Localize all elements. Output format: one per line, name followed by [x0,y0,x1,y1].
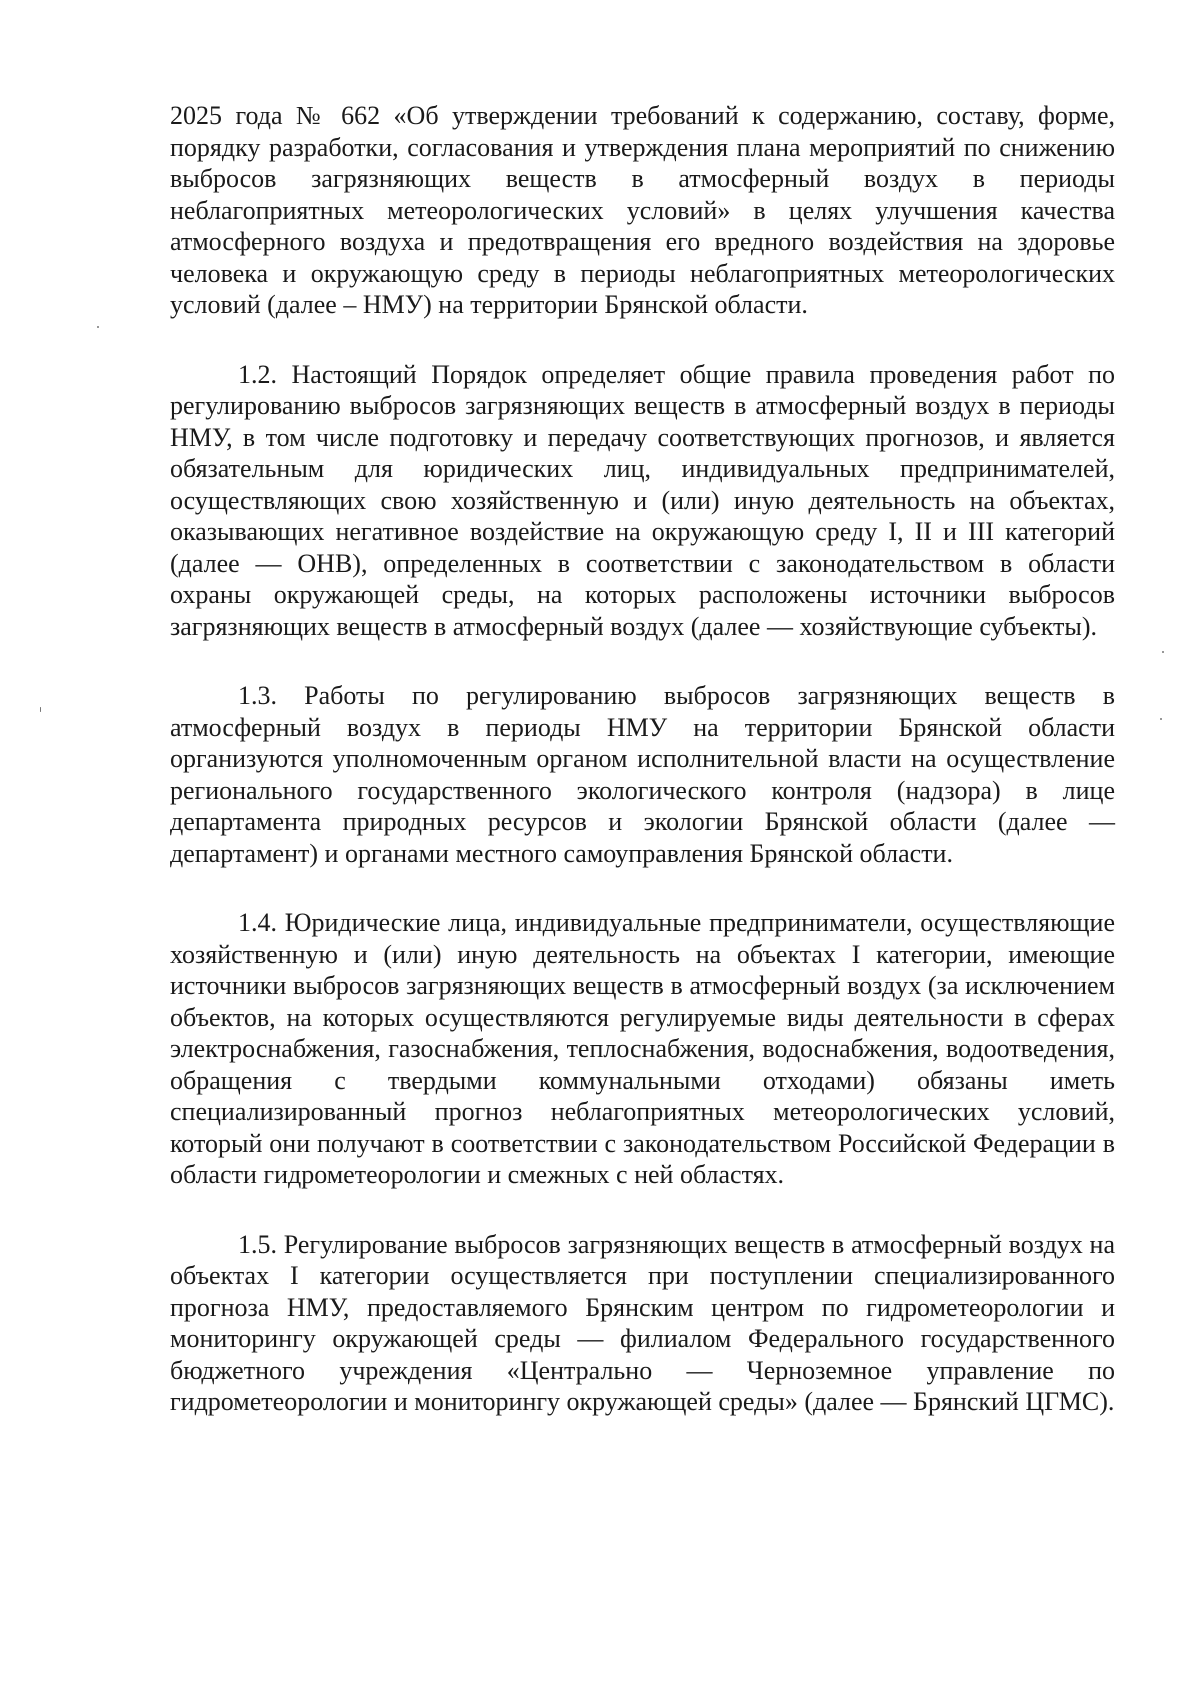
scan-speck [1160,718,1162,720]
paragraph-intro-continuation: 2025 года № 662 «Об утверждении требований к содержанию, составу, форме, порядку разработки, согласования и утверждения плана мероприятий по снижению выбросов загрязняющих веществ в атмосферный воздух в периоды неблагоприятных метеорологических условий» в целях улучшения качества атмосферного воздуха и предотвращения его вредного воздействия на здоровье человека и окружающую среду в периоды неблагоприятных метеорологических условий (далее – НМУ) на территории Брянской области. [170,101,1115,319]
scan-speck [1162,651,1164,653]
scan-speck [40,707,41,712]
document-body [170,100,1115,1418]
paragraph-section-1-5: 1.5. Регулирование выбросов загрязняющих веществ в атмосферный воздух на объектах I категории осуществляется при поступлении специализированного прогноза НМУ, предоставляемого Брянским центром по гидрометеорологии и мониторингу окружающей среды — филиалом Федерального государственного бюджетного учреждения «Центрально — Черноземное управление по гидрометеорологии и мониторингу окружающей среды» (далее — Брянский ЦГМС). [170,1229,1115,1416]
scan-speck [97,326,99,328]
paragraph-section-1-3: 1.3. Работы по регулированию выбросов загрязняющих веществ в атмосферный воздух в периоды НМУ на территории Брянской области организуются уполномоченным органом исполнительной власти на осуществление регионального государственного экологического контроля (надзора) в лице департамента природных ресурсов и экологии Брянской области (далее — департамент) и органами местного самоуправления Брянской области. [170,681,1115,868]
paragraph-section-1-4: 1.4. Юридические лица, индивидуальные предприниматели, осуществляющие хозяйственную и (или) иную деятельность на объектах I категории, имеющие источники выбросов загрязняющих веществ в атмосферный воздух (за исключением объектов, на которых осуществляются регулируемые виды деятельности в сферах электроснабжения, газоснабжения, теплоснабжения, водоснабжения, водоотведения, обращения с твердыми коммунальными отходами) обязаны иметь специализированный прогноз неблагоприятных метеорологических условий, который они получают в соответствии с законодательством Российской Федерации в области гидрометеорологии и смежных с ней областях. [170,908,1115,1189]
paragraph-section-1-2: 1.2. Настоящий Порядок определяет общие правила проведения работ по регулированию выбросов загрязняющих веществ в атмосферный воздух в периоды НМУ, в том числе подготовку и передачу соответствующих прогнозов, и является обязательным для юридических лиц, индивидуальных предпринимателей, осуществляющих свою хозяйственную и (или) иную деятельность на объектах, оказывающих негативное воздействие на окружающую среду I, II и III категорий (далее — ОНВ), определенных в соответствии с законодательством в области охраны окружающей среды, на которых расположены источники выбросов загрязняющих веществ в атмосферный воздух (далее — хозяйствующие субъекты). [170,359,1115,641]
